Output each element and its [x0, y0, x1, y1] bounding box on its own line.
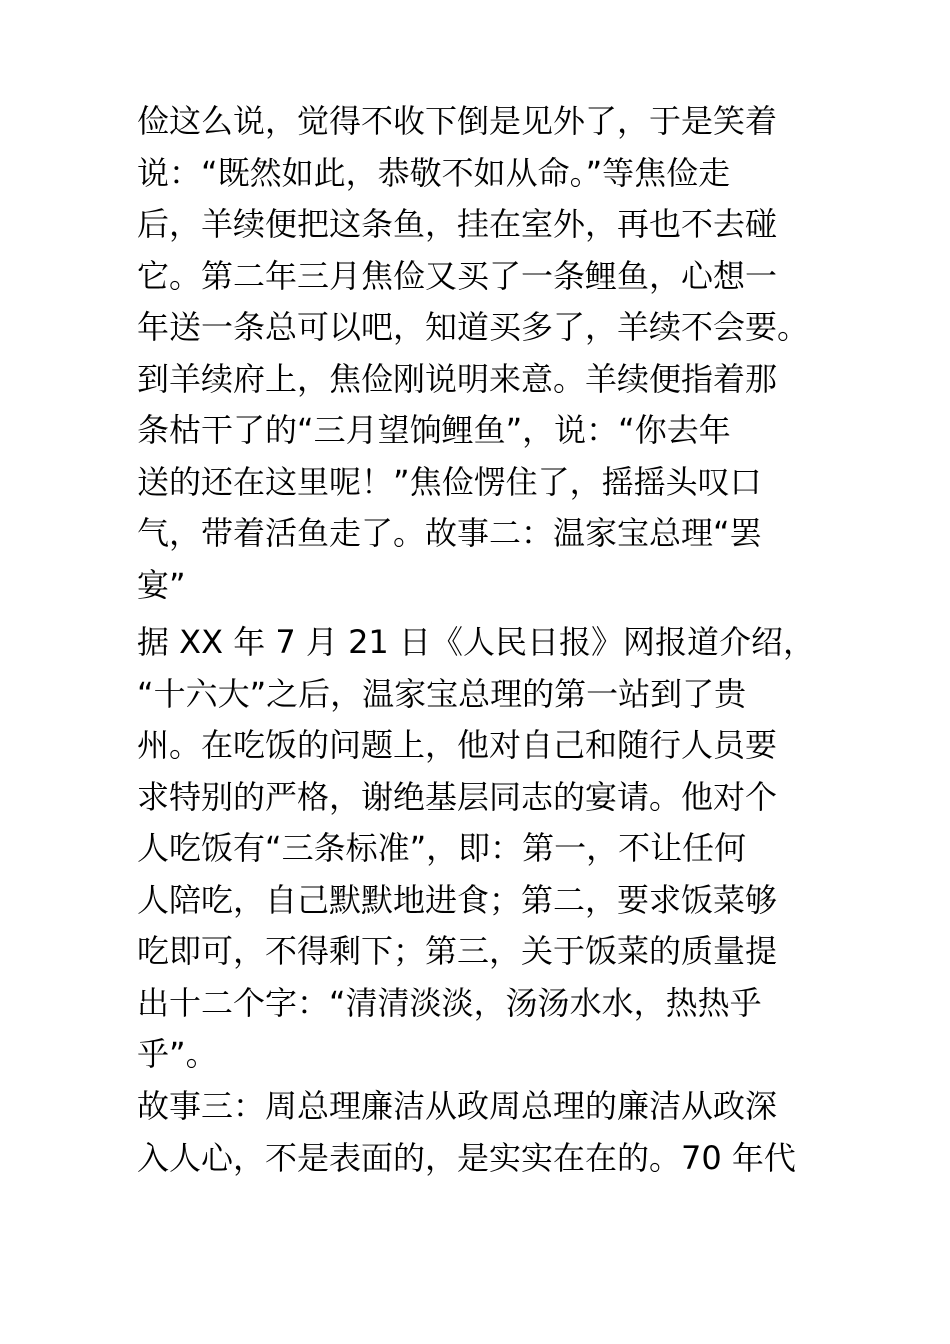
text-line: 说：“既然如此，恭敬不如从命。”等焦俭走 [137, 153, 731, 192]
text-line: 后，羊续便把这条鱼，挂在室外，再也不去碰 [137, 205, 778, 243]
text-line: 州。在吃饭的问题上，他对自己和随行人员要 [137, 726, 778, 764]
text-line: 故事三：周总理廉洁从政周总理的廉洁从政深 [137, 1087, 778, 1125]
text-line: 它。第二年三月焦俭又买了一条鲤鱼，心想一 [137, 256, 778, 295]
text-line: “十六大”之后，温家宝总理的第一站到了贵 [137, 674, 747, 713]
text-line: 宴” [137, 565, 186, 604]
paragraph-story-one [137, 96, 817, 611]
paragraph-story-two [137, 617, 817, 1081]
text-line: 吃即可，不得剩下；第三，关于饭菜的质量提 [137, 932, 778, 970]
text-line: 年送一条总可以吧，知道买多了，羊续不会要。 [137, 308, 810, 346]
text-line: 到羊续府上，焦俭刚说明来意。羊续便指着那 [137, 359, 778, 398]
text-line: 人吃饭有“三条标准”，即：第一，不让任何 [137, 829, 747, 867]
text-line: 出十二个字：“清清淡淡，汤汤水水，热热乎 [137, 983, 762, 1022]
text-line: 求特别的严格，谢绝基层同志的宴请。他对个 [137, 777, 778, 816]
text-line: 据 XX 年 7 月 21 日《人民日报》网报道介绍， [137, 623, 815, 661]
text-line: 乎”。 [137, 1035, 218, 1073]
text-line: 人陪吃，自己默默地进食；第二，要求饭菜够 [137, 880, 778, 919]
text-line: 入人心，不是表面的，是实实在在的。70 年代 [137, 1138, 796, 1177]
text-line: 条枯干了的“三月望饷鲤鱼”，说：“你去年 [137, 411, 731, 449]
text-line: 送的还在这里呢！”焦俭愣住了，摇摇头叹口 [137, 462, 762, 501]
text-line: 气，带着活鱼走了。故事二：温家宝总理“罢 [137, 514, 762, 552]
text-line: 俭这么说，觉得不收下倒是见外了，于是笑着 [137, 102, 778, 140]
paragraph-story-three [137, 1081, 817, 1184]
